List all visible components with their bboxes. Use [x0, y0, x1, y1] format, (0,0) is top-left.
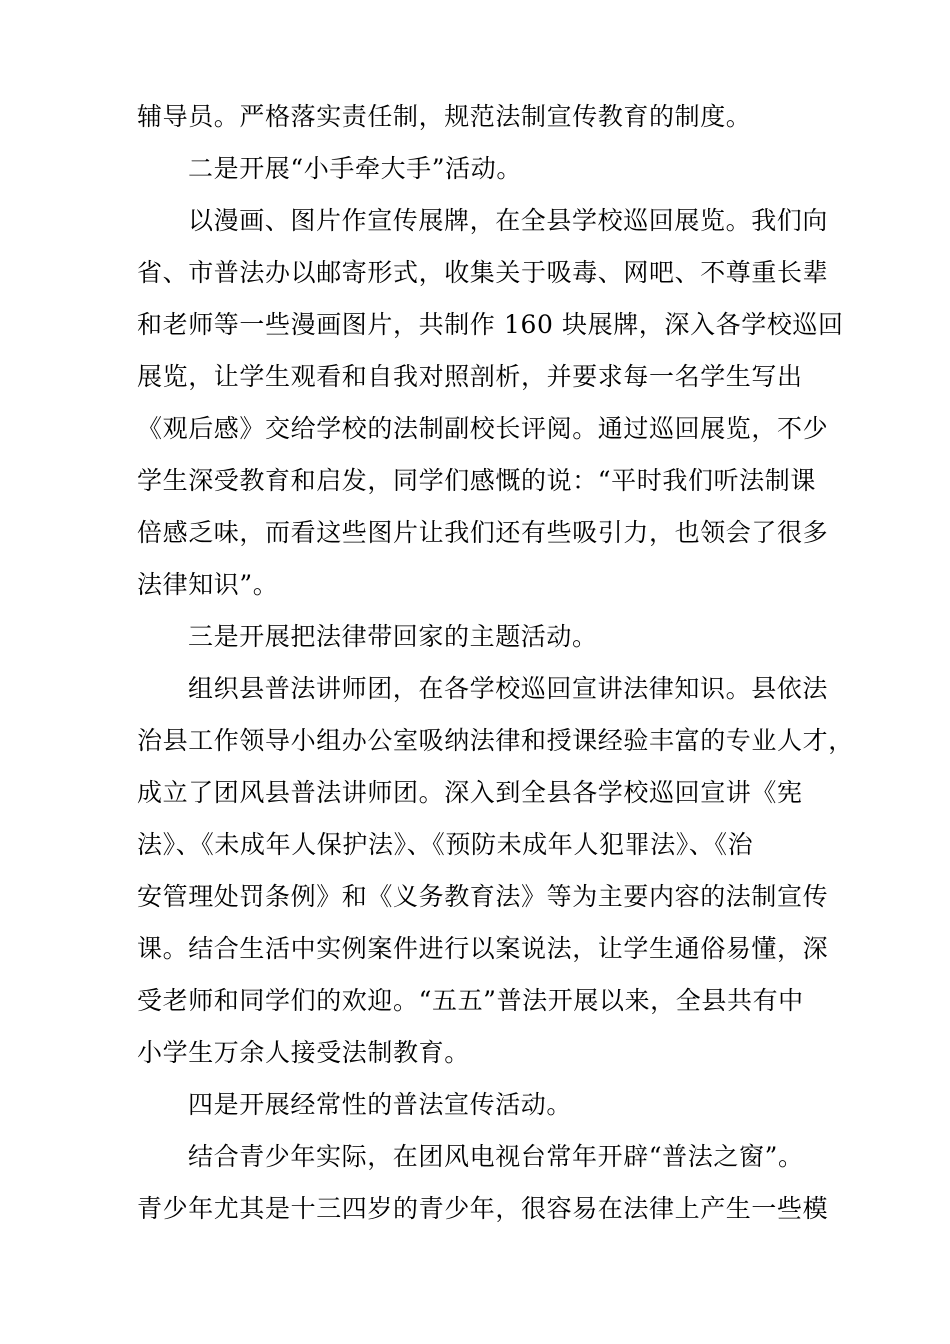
section-heading: 三是开展把法律带回家的主题活动。: [188, 622, 598, 651]
text-line: 青少年尤其是十三四岁的青少年，很容易在法律上产生一些模: [137, 1194, 829, 1223]
text-line: 法律知识”。: [137, 570, 279, 599]
section-heading: 四是开展经常性的普法宣传活动。: [188, 1090, 573, 1119]
text-line: 组织县普法讲师团，在各学校巡回宣讲法律知识。县依法: [188, 674, 829, 703]
text-line: 安管理处罚条例》和《义务教育法》等为主要内容的法制宣传: [137, 882, 829, 911]
text-line: 展览，让学生观看和自我对照剖析，并要求每一名学生写出: [137, 362, 803, 391]
text-line: 受老师和同学们的欢迎。“五五”普法开展以来，全县共有中: [137, 986, 804, 1015]
text-line: 治县工作领导小组办公室吸纳法律和授课经验丰富的专业人才，: [137, 726, 854, 755]
text-line: 课。结合生活中实例案件进行以案说法，让学生通俗易懂，深: [137, 934, 829, 963]
text-line: 《观后感》交给学校的法制副校长评阅。通过巡回展览，不少: [137, 414, 829, 443]
text-line: 省、市普法办以邮寄形式，收集关于吸毒、网吧、不尊重长辈: [137, 258, 829, 287]
text-line: 以漫画、图片作宣传展牌，在全县学校巡回展览。我们向: [188, 206, 829, 235]
text-line: 结合青少年实际，在团风电视台常年开辟“普法之窗”。: [188, 1142, 804, 1171]
text-line: 和老师等一些漫画图片，共制作 160 块展牌，深入各学校巡回: [137, 310, 844, 339]
section-heading: 二是开展“小手牵大手”活动。: [188, 154, 522, 183]
text-line: 辅导员。严格落实责任制，规范法制宣传教育的制度。: [137, 102, 752, 131]
text-line: 成立了团风县普法讲师团。深入到全县各学校巡回宣讲《宪: [137, 778, 803, 807]
text-line: 倍感乏味，而看这些图片让我们还有些吸引力，也领会了很多: [137, 518, 829, 547]
text-line: 学生深受教育和启发，同学们感慨的说：“平时我们听法制课: [137, 466, 816, 495]
text-line: 法》、《未成年人保护法》、《预防未成年人犯罪法》、《治: [137, 830, 754, 859]
text-line: 小学生万余人接受法制教育。: [137, 1038, 470, 1067]
